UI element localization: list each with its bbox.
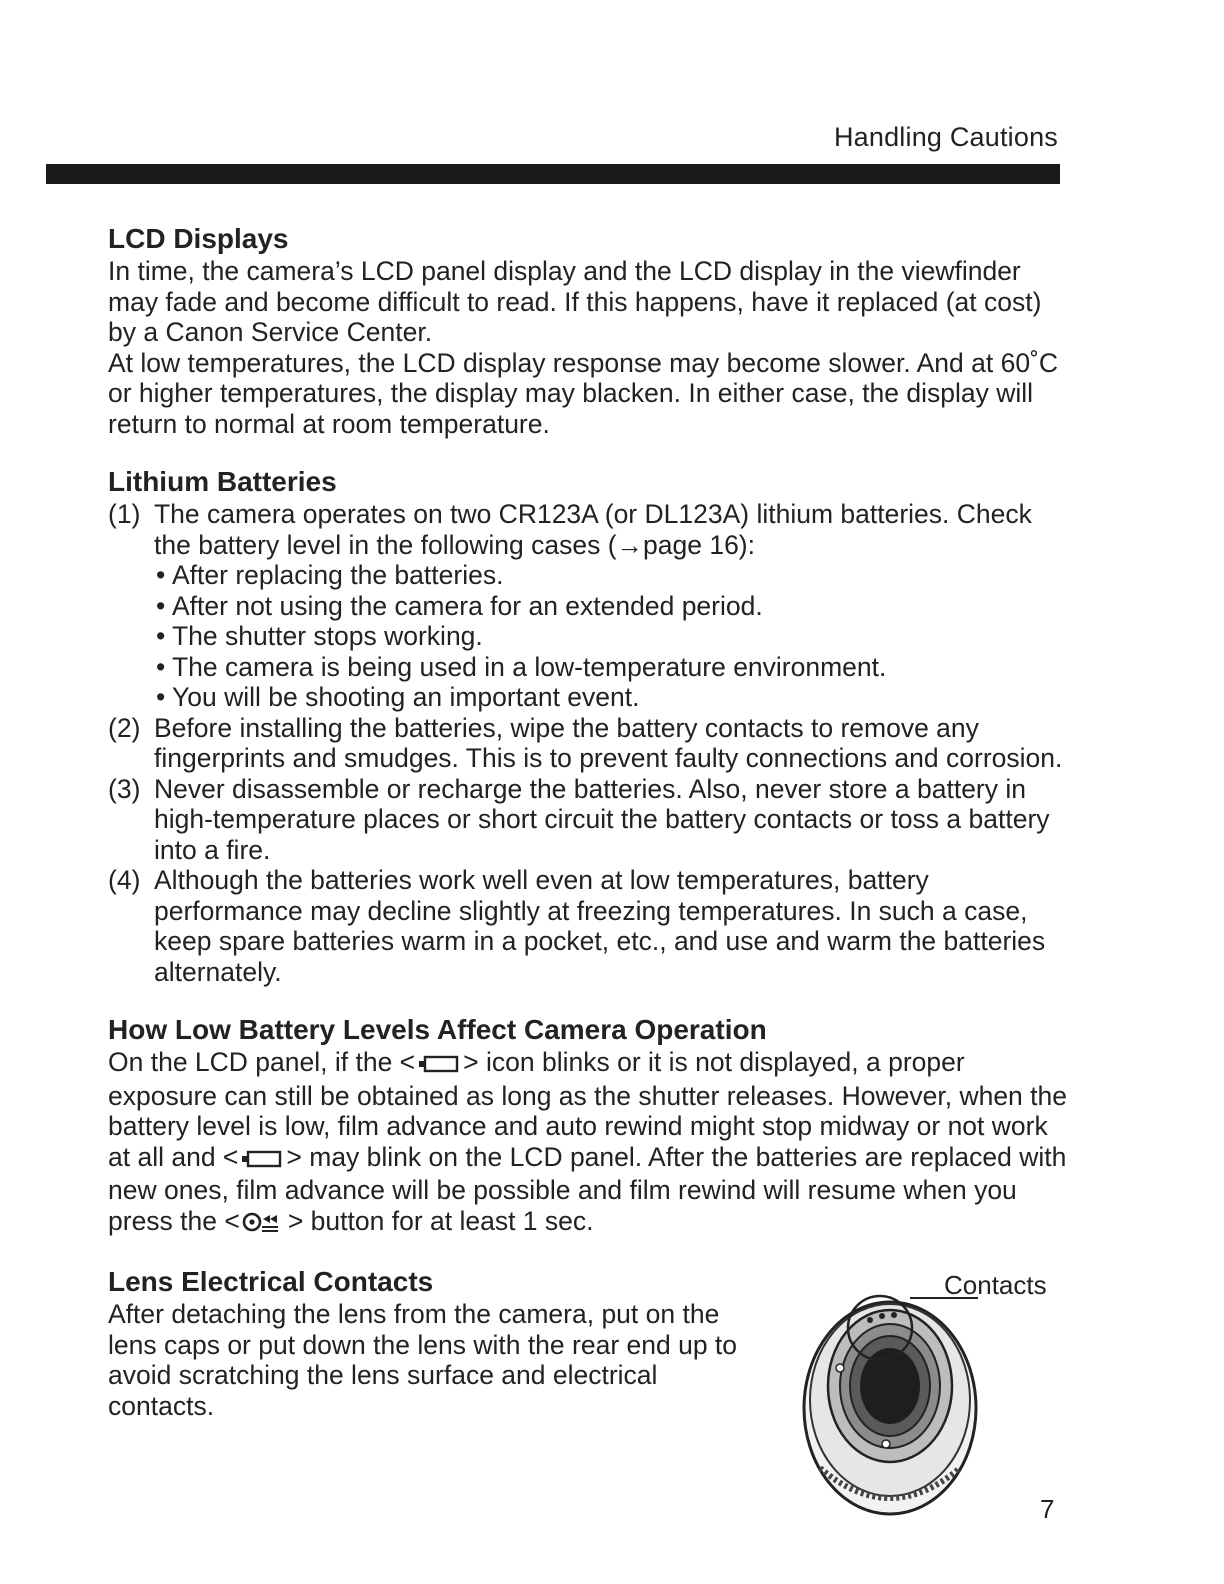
paragraph: [108, 1047, 1068, 1239]
text-run: > icon blinks or it is not displayed, a proper exposure can still be obtained as long as the shutter releases. However, when the battery level is low, film advance and auto rewind might stop midway or not work at all and <: [108, 1047, 1067, 1172]
paragraph: At low temperatures, the LCD display response may become slower. And at 60˚C or higher temperatures, the display may blacken. In either case, the display will return to normal at room temperature.: [108, 347, 1059, 439]
section-heading: How Low Battery Levels Affect Camera Operation: [108, 1014, 767, 1045]
numbered-list: [108, 499, 1068, 987]
running-header: Handling Cautions: [833, 122, 1058, 152]
page-number: 7: [1040, 1494, 1055, 1524]
section-heading: LCD Displays: [108, 223, 289, 254]
section-low-battery: [108, 1013, 1068, 1239]
battery-icon: [240, 1145, 284, 1176]
battery-icon: [417, 1050, 461, 1081]
item-text: Before installing the batteries, wipe the battery contacts to remove any fingerprints and smudges. This is to prevent faulty connections and corrosion.: [154, 712, 1063, 773]
text-run: > may blink on the LCD panel. After the batteries are replaced with new ones, film advance will be possible and film rewind will resume when you press the <: [108, 1141, 1067, 1236]
list-item: [108, 774, 1068, 866]
bullet-list: [154, 560, 1068, 713]
rewind-button-icon: [242, 1209, 286, 1240]
section-heading: Lithium Batteries: [108, 466, 337, 497]
item-number: (4): [108, 865, 141, 895]
list-item: [108, 499, 1068, 713]
bullet-item: • The camera is being used in a low-temperature environment.: [154, 652, 1068, 683]
section-lithium-batteries: [108, 465, 1068, 987]
text-run: On the LCD panel, if the <: [108, 1047, 416, 1077]
item-number: (1): [108, 499, 141, 529]
section-lcd-displays: [108, 222, 1068, 439]
section-heading: Lens Electrical Contacts: [108, 1266, 434, 1297]
bullet-item: • The shutter stops working.: [154, 621, 1068, 652]
header-rule: [46, 164, 1060, 184]
item-text: Never disassemble or recharge the batteries. Also, never store a battery in high-temperature places or short circuit the battery contacts or toss a battery into a fire.: [154, 773, 1050, 865]
item-number: (2): [108, 712, 141, 743]
list-item: [108, 865, 1068, 987]
paragraph: After detaching the lens from the camera, put on the lens caps or put down the lens with the rear end up to avoid scratching the lens surface and electrical contacts.: [108, 1299, 738, 1421]
list-item: [108, 713, 1068, 774]
text-run: > button for at least 1 sec.: [287, 1205, 594, 1236]
bullet-item: • After replacing the batteries.: [154, 560, 1068, 591]
item-text: The camera operates on two CR123A (or DL123A) lithium batteries. Check the battery level in the following cases (→page 16):: [154, 499, 1032, 560]
bullet-item: • After not using the camera for an extended period.: [154, 591, 1068, 622]
item-text: Although the batteries work well even at low temperatures, battery performance may decline slightly at freezing temperatures. In such a case, keep spare batteries warm in a pocket, etc., and use and warm the batteries alternately.: [154, 865, 1046, 987]
page-content: [108, 222, 1068, 1447]
bullet-item: • You will be shooting an important event.: [154, 682, 1068, 713]
item-number: (3): [108, 773, 141, 804]
lens-illustration: [800, 1268, 1070, 1518]
figure-label: Contacts: [944, 1270, 1047, 1300]
paragraph: In time, the camera’s LCD panel display and the LCD display in the viewfinder may fade and become difficult to read. If this happens, have it replaced (at cost) by a Canon Service Center.: [108, 256, 1042, 347]
